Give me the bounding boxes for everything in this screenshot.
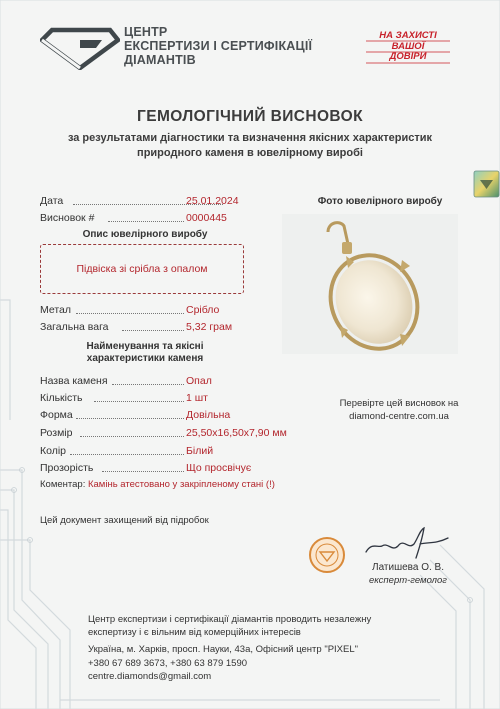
dotted-leader [76,418,184,419]
item-description-heading: Опис ювелірного виробу [82,229,208,240]
document-subtitle [0,131,500,161]
stone-heading-line2: характеристики каменя [86,353,204,364]
item-description-box [40,244,244,294]
expert-signature [358,522,454,564]
address-line: Україна, м. Харків, просп. Науки, 43а, Офісний центр "PIXEL" [88,644,359,655]
official-seal-icon [308,536,346,574]
document-title: ГЕМОЛОГІЧНИЙ ВИСНОВОК [137,108,363,125]
stone-heading-line1: Найменування та якісні [86,341,204,352]
field-value: Білий [186,445,214,457]
verify-website-link[interactable]: diamond-centre.com.ua [349,411,449,422]
comment-value: Камінь атестовано у закріпленому стані (!) [87,479,275,490]
protected-note: Цей документ захищений від підробок [40,515,209,526]
stone-section-heading [40,341,250,365]
field-value: Довільна [186,409,231,421]
field-label: Загальна вага [40,321,109,333]
field-value: 1 шт [186,392,208,404]
expert-name: Латишева О. В. [372,562,444,573]
dotted-leader [80,436,184,437]
field-label: Форма [40,409,73,421]
verify-note [326,397,472,423]
field-label: Прозорість [40,462,94,474]
subtitle-line2: природного каменя в ювелірному виробі [137,147,363,159]
field-label: Метал [40,304,72,316]
field-value: Що просвічує [186,462,252,474]
field-value: 25,50x16,50x7,90 мм [186,427,287,439]
field-label: Розмір [40,427,73,439]
diamond-logo-icon [40,26,120,70]
field-value: 5,32 грам [186,321,233,333]
phone-numbers: +380 67 689 3673, +380 63 879 1590 [88,657,248,669]
field-value: 0000445 [186,212,227,224]
contact-address [88,643,358,684]
field-label: Дата [40,195,64,207]
field-label: Кількість [40,392,83,404]
dotted-leader [122,330,184,331]
hologram-sticker-icon [473,170,500,198]
statement-line1: Центр експертизи і сертифікації діамантів проводить незалежну [88,614,372,625]
slogan-line2: ВАШОЇ [391,40,425,52]
org-name-line1: ЦЕНТР [124,25,168,39]
dotted-leader [94,401,184,402]
field-value: Срібло [186,304,220,316]
dotted-leader [70,454,184,455]
dotted-leader [108,221,184,222]
org-name-line2: ЕКСПЕРТИЗИ І СЕРТИФІКАЦІЇ [124,39,313,53]
dotted-leader [76,313,184,314]
independence-statement [88,613,418,639]
field-label: Висновок # [40,212,95,224]
slogan-line1: НА ЗАХИСТІ [379,30,437,41]
email-link[interactable]: centre.diamonds@gmail.com [88,671,212,682]
field-label: Назва каменя [40,375,108,387]
statement-line2: експертизу і є вільним від комерційних інтересів [88,627,301,638]
field-value: 25.01.2024 [186,195,239,207]
verify-text: Перевірте цей висновок на [339,398,459,409]
comment-label: Коментар: [40,479,86,490]
dotted-leader [112,384,184,385]
field-value: Опал [186,375,212,387]
jewelry-photo [282,214,458,354]
slogan-text [362,31,454,63]
expert-role: експерт-гемолог [369,575,447,586]
subtitle-line1: за результатами діагностики та визначення якісних характеристик [67,132,433,144]
organization-name [124,25,312,67]
item-description-text: Підвіска зі срібла з опалом [76,263,208,275]
photo-title: Фото ювелірного виробу [317,196,443,207]
org-name-line3: ДІАМАНТІВ [124,53,196,67]
dotted-leader [102,471,184,472]
comment-line [40,479,275,490]
slogan-line3: ДОВІРИ [389,51,427,62]
field-label: Колір [40,445,67,457]
